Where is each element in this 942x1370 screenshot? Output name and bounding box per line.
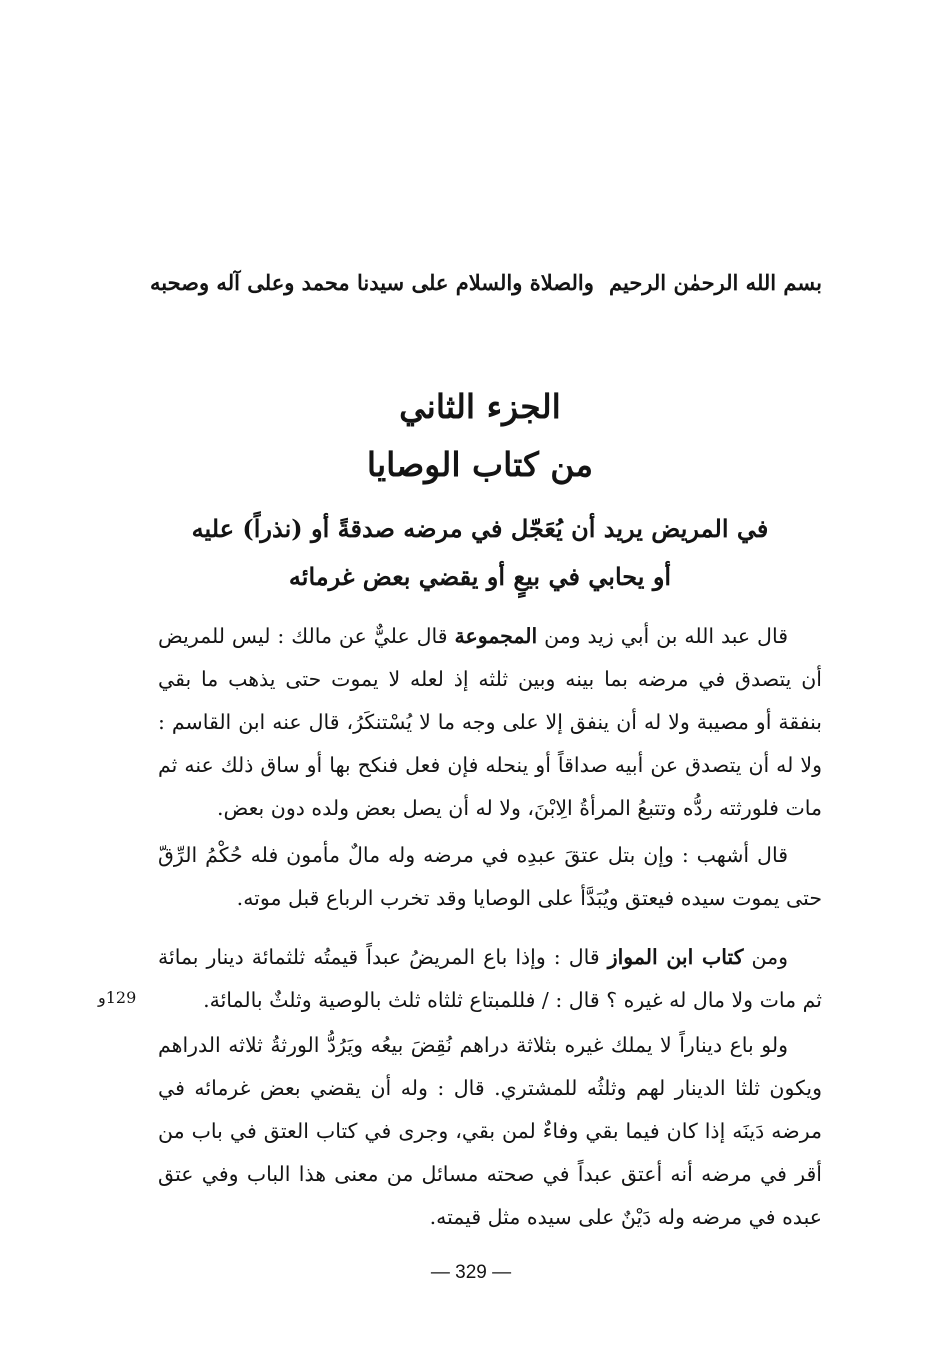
chapter-title-line-2: أو يحابي في بيعٍ أو يقضي بعض غرمائه xyxy=(288,562,672,591)
salutation-text: والصلاة والسلام على سيدنا محمد وعلى آله وصحبه xyxy=(150,270,594,295)
page-number: — 329 — xyxy=(430,1262,512,1283)
chapter-title-line-1: في المريض يريد أن يُعَجّل في مرضه صدقةً أو (نذراً) عليه xyxy=(191,514,769,543)
paragraph-4-text: ولو باع ديناراً لا يملك غيره بثلاثة دراهم نُقِضَ بيعُه ويَرُدُّ الورثةُ ثلاثه الدراهم ويكون ثلثا الدينار لهم وثلثُه للمشتري. قال : وله أن يقضي بعض غرمائه في مرضه دَينَه إذا كان فيما بقي وفاءٌ لمن بقي، وجرى في كتاب العتق في باب من أقر في مرضه أنه أعتق عبداً في صحته مسائل من معنى هذا الباب وفي عتق عبده في مرضه وله دَيْنٌ على سيده مثل قيمته. xyxy=(158,1033,822,1229)
paragraph-4 xyxy=(158,1024,822,1239)
folio-margin-note: 129و xyxy=(98,988,137,1007)
paragraph-2-text: قال أشهب : وإن بتل عتقَ عبدِه في مرضه وله مالٌ مأمون فله حُكْمُ الرِّقّ حتى يموت سيده فيعتق ويُبَدَّأ على الوصايا وقد تخرب الرباع قبل موته. xyxy=(158,843,822,910)
paragraph-1-lead: قال عبد الله بن أبي زيد ومن xyxy=(537,624,788,648)
paragraph-3 xyxy=(158,936,822,1022)
paragraph-1-text xyxy=(158,615,822,830)
paragraph-2 xyxy=(158,834,822,920)
paragraph-1-rest: قال عليٌّ عن مالك : ليس للمريض أن يتصدق في مرضه بما بينه وبين ثلثه إذ لعله لا يموت حتى يذهب ما بقي بنفقة أو مصيبة ولا له أن ينفق إلا على وجه ما لا يُسْتنكَرُ، قال عنه ابن القاسم : ولا له أن يتصدق عن أبيه صداقاً أو ينحله فإن فعل فنكح بها أو ساق ذلك عنه ثم مات فلورثته ردُّه وتتبعُ المرأةُ الِابْنَ، ولا له أن يصل بعض ولده دون بعض. xyxy=(158,624,822,820)
source-title-majmua: المجموعة xyxy=(454,624,538,648)
source-title-ibn-al-mawaz: كتاب ابن المواز xyxy=(607,945,744,969)
part-title-line-2: من كتاب الوصايا xyxy=(366,445,594,484)
paragraph-3-rest: قال : وإذا باع المريضُ عبداً قيمتُه ثلثمائة دينار بمائة ثم مات ولا مال له غيره ؟ قال : / فللمبتاع ثلثاه ثلث بالوصية وثلثٌ بالمائة. xyxy=(158,945,822,1012)
basmala-text: بسم الله الرحمٰن الرحيم xyxy=(609,270,822,295)
part-title xyxy=(200,378,760,494)
paragraph-3-text xyxy=(158,936,822,1022)
part-title-line-1: الجزء الثاني xyxy=(399,387,561,426)
chapter-title xyxy=(140,505,820,601)
basmala-line xyxy=(150,270,822,295)
paragraph-3-lead: ومن xyxy=(743,945,788,969)
paragraph-1 xyxy=(158,615,822,830)
